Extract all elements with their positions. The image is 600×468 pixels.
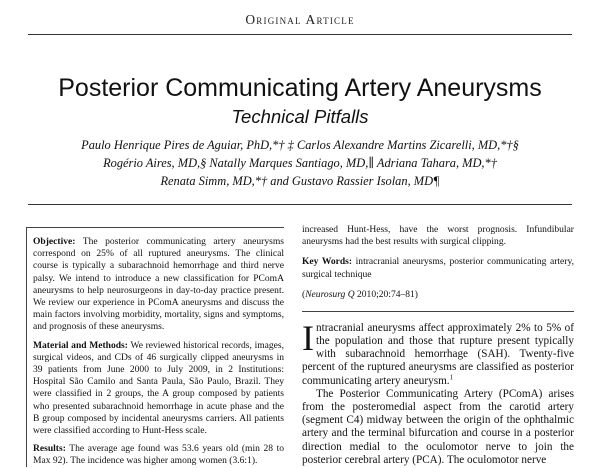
keywords-text: intracranial aneurysms, posterior communicating artery, surgical technique (302, 256, 574, 280)
results-label: Results: (33, 443, 66, 455)
reference-marker: 1 (449, 372, 454, 381)
keywords-label: Key Words: (302, 256, 353, 268)
right-column (302, 224, 574, 467)
author-line: Rogério Aires, MD,§ Natally Marques Santiago, MD,∥ Adriana Tahara, MD,*† (103, 156, 497, 170)
abstract-methods (33, 340, 284, 438)
citation: (Neurosurg Q 2010;20:74–81) (302, 288, 418, 300)
drop-cap: I (302, 317, 314, 358)
abstract-divider (302, 311, 574, 312)
objective-label: Objective: (33, 236, 76, 247)
citation-rest: 2010;20:74–81) (354, 288, 418, 300)
methods-label: Material and Methods: (33, 339, 128, 351)
author-line: Paulo Henrique Pires de Aguiar, PhD,*† ‡ Carlos Alexandre Martins Zicarelli, MD,*†§ (81, 138, 519, 152)
body-paragraph-1 (302, 317, 574, 388)
body-paragraph-1-text: ntracranial aneurysms affect approximately 2% to 5% of the population and those that rupture present typically with subarachnoid hemorrhage (SAH). Twenty-five percent of the ruptured aneurysms are classified as posterior communicating artery aneurysm. (302, 321, 574, 387)
body-paragraph-2: The Posterior Communicating Artery (PComA) arises from the posteromedial aspect from the carotid artery (segment C4) midway between the origin of the ophthalmic artery and the terminal bifurcation and course in a posterior direction medial to the oculomotor nerve to join the posterior cerebral artery (PCA). The oculomotor nerve (302, 387, 574, 466)
header-rule (28, 34, 572, 35)
article-subtitle: Technical Pitfalls (231, 106, 369, 127)
abstract-results (33, 443, 284, 467)
objective-text: The posterior communicating artery aneurysms correspond on 25% of all ruptured aneurysms. The clinical course is typically a subarachnoid hemorrhage and third nerve palsy. We intend to introduce a new classification for PComA aneurysms to help neurosurgeons in day-to-day practice present. We review our experience in PComA aneurysms and discuss the main factors involving morbidity, mortality, signs and symptoms, and prognosis of these aneurysms. (33, 236, 284, 333)
article-title: Posterior Communicating Artery Aneurysms (58, 74, 542, 102)
title-rule (28, 204, 572, 205)
citation-journal: Neurosurg Q (305, 288, 355, 300)
abstract-objective (33, 236, 284, 334)
abstract-continued: increased Hunt-Hess, have the worst prognosis. Infundibular aneurysms had the best results with surgical clipping. (302, 224, 574, 248)
methods-text: We reviewed historical records, images, surgical videos, and CDs of 46 surgically clipped aneurysms in 39 patients from June 2000 to July 2009, in 2 Institutions: Hospital São Camilo and Santa Paula, São Paulo, Brazil. They were classified in 2 groups, the A group composed by patients who presented subarachnoid hemorrhage in acute phase and the B group composed by incidental aneurysms carriers. All patients were classified according to Hunt-Hess scale. (33, 339, 284, 437)
abstract-box (26, 227, 284, 467)
results-text: The average age found was 53.6 years old (min 28 to Max 92). The incidence was higher among women (3.6:1). (33, 443, 284, 467)
author-line: Renata Simm, MD,*† and Gustavo Rassier Isolan, MD¶ (160, 174, 440, 188)
section-label: Original Article (245, 12, 355, 27)
author-list (0, 136, 600, 190)
keywords (302, 256, 574, 280)
